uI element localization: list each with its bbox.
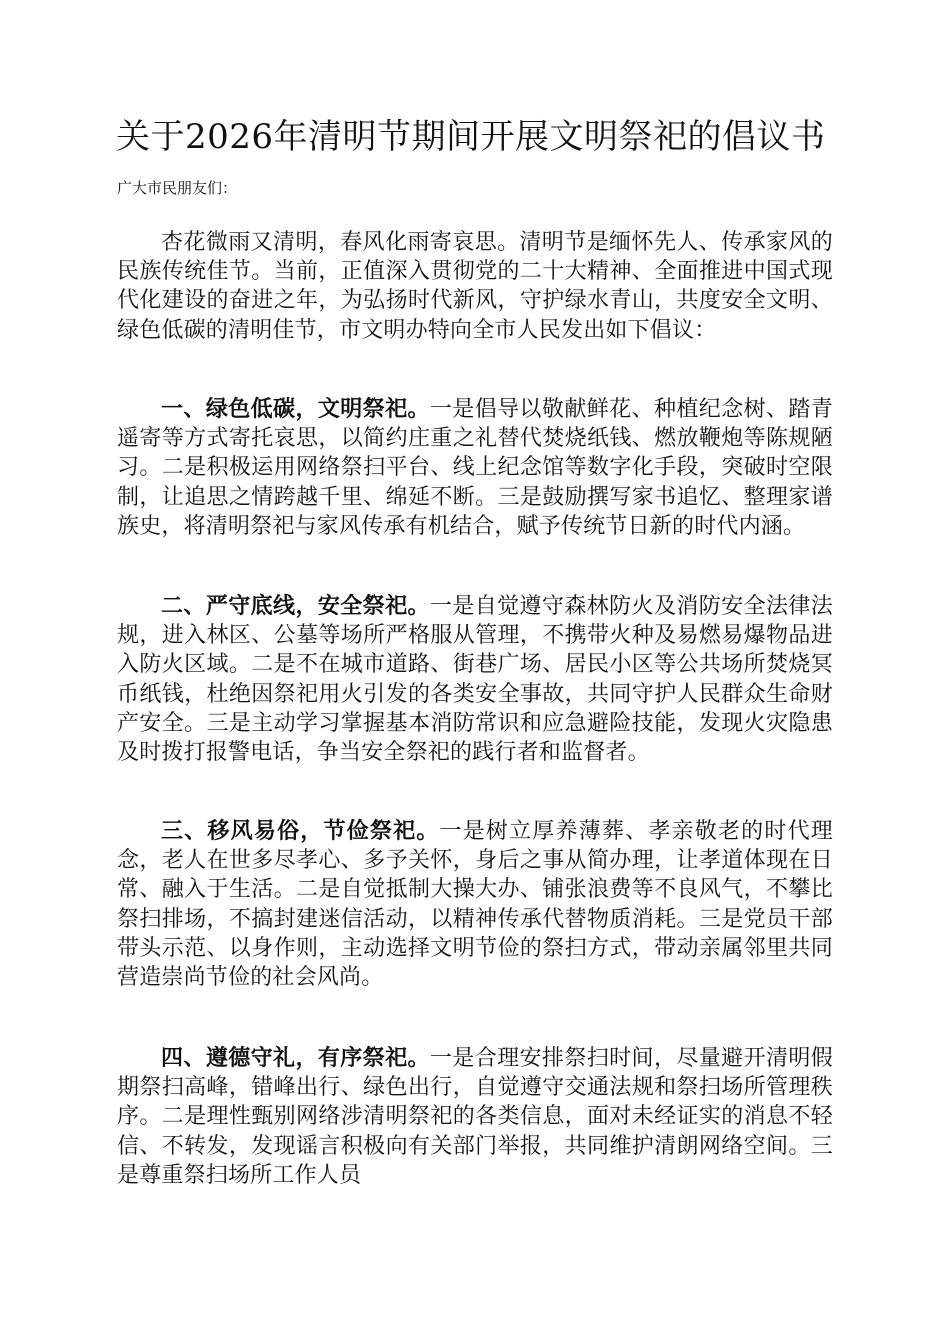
section-paragraph-2 bbox=[117, 592, 833, 767]
section-paragraph-3 bbox=[117, 817, 833, 992]
section-body-3: 一是树立厚养薄葬、孝亲敬老的时代理念，老人在世多尽孝心、多予关怀，身后之事从简办理，让孝道体现在日常、融入于生活。二是自觉抵制大操大办、铺张浪费等不良风气，不攀比祭扫排场，不搞封建迷信活动，以精神传承代替物质消耗。三是党员干部带头示范、以身作则，主动选择文明节俭的祭扫方式，带动亲属邻里共同营造崇尚节俭的社会风尚。 bbox=[117, 819, 833, 991]
section-body-1: 一是倡导以敬献鲜花、种植纪念树、踏青遥寄等方式寄托哀思，以简约庄重之礼替代焚烧纸钱、燃放鞭炮等陈规陋习。二是积极运用网络祭扫平台、线上纪念馆等数字化手段，突破时空限制，让追思之情跨越千里、绵延不断。三是鼓励撰写家书追忆、整理家谱族史，将清明祭祀与家风传承有机结合，赋予传统节日新的时代内涵。 bbox=[117, 397, 834, 539]
section-paragraph-1 bbox=[117, 395, 833, 541]
section-heading-2: 二、严守底线，安全祭祀。 bbox=[161, 593, 430, 619]
document-title: 关于2026年清明节期间开展文明祭祀的倡议书 bbox=[116, 117, 826, 157]
section-heading-3: 三、移风易俗，节俭祭祀。 bbox=[161, 818, 440, 844]
section-body-2: 一是自觉遵守森林防火及消防安全法律法规，进入林区、公墓等场所严格服从管理，不携带火种及易燃易爆物品进入防火区域。二是不在城市道路、街巷广场、居民小区等公共场所焚烧冥币纸钱，杜绝因祭祀用火引发的各类安全事故，共同守护人民群众生命财产安全。三是主动学习掌握基本消防常识和应急避险技能，发现火灾隐患及时拨打报警电话，争当安全祭祀的践行者和监督者。 bbox=[117, 594, 834, 766]
section-body-4: 一是合理安排祭扫时间，尽量避开清明假期祭扫高峰，错峰出行、绿色出行，自觉遵守交通法规和祭扫场所管理秩序。二是理性甄别网络涉清明祭祀的各类信息，面对未经证实的消息不轻信、不转发，发现谣言积极向有关部门举报，共同维护清朗网络空间。三是尊重祭扫场所工作人员 bbox=[117, 1046, 834, 1188]
section-heading-4: 四、遵德守礼，有序祭祀。 bbox=[161, 1045, 430, 1071]
greeting: 广大市民朋友们： bbox=[117, 179, 238, 197]
section-heading-1: 一、绿色低碳，文明祭祀。 bbox=[161, 396, 430, 422]
section-paragraph-4 bbox=[117, 1044, 833, 1190]
intro-paragraph: 杏花微雨又清明，春风化雨寄哀思。清明节是缅怀先人、传承家风的民族传统佳节。当前，正值深入贯彻党的二十大精神、全面推进中国式现代化建设的奋进之年，为弘扬时代新风，守护绿水青山，共度安全文明、绿色低碳的清明佳节，市文明办特向全市人民发出如下倡议： bbox=[117, 230, 833, 343]
